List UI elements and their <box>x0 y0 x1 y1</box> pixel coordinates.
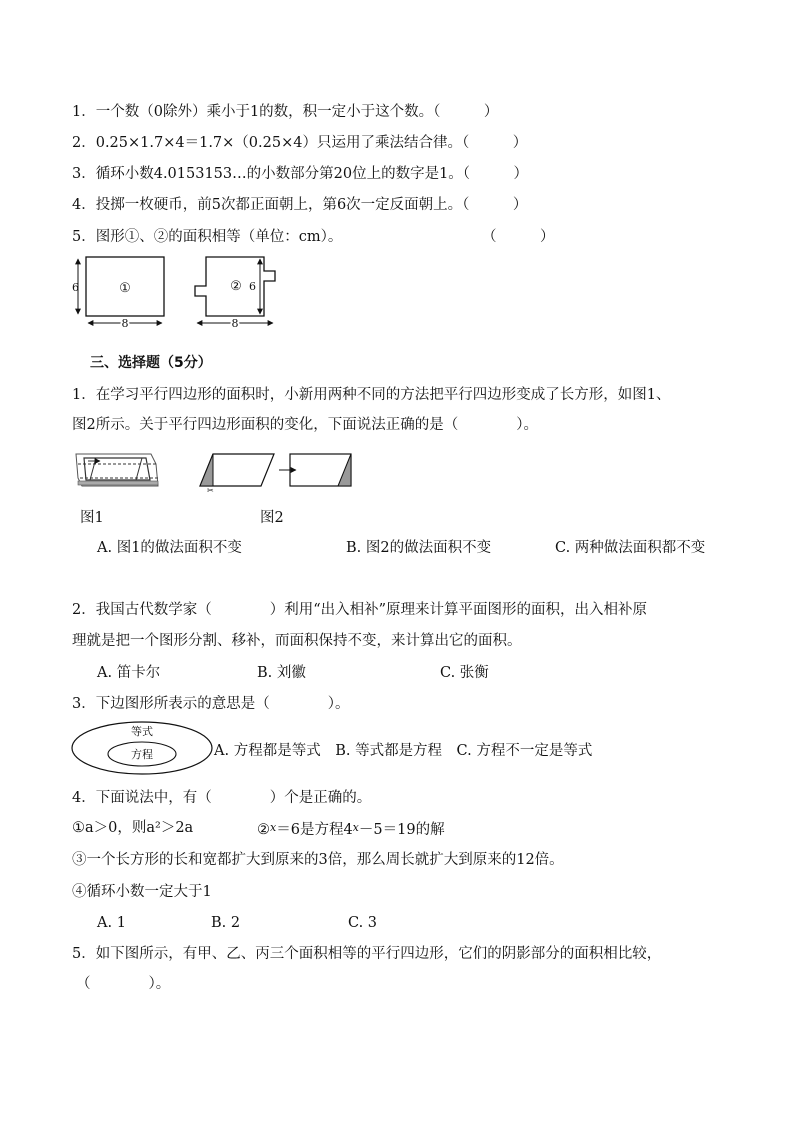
choice-q5-line1: 5．如下图所示，有甲、乙、丙三个面积相等的平行四边形，它们的阴影部分的面积相比较， <box>72 946 662 962</box>
choice-q1-fig1-caption: 图1 <box>80 510 104 526</box>
choice-q1-option-c[interactable]: C. 两种做法面积都不变 <box>555 540 706 556</box>
judgment-question-5-answer-blank[interactable]: （ ） <box>482 229 555 245</box>
choice-q4-statement-4: ④循环小数一定大于1 <box>72 884 212 900</box>
choice-q2-line1: 2．我国古代数学家（ ）利用“出入相补”原理来计算平面图形的面积，出入相补原 <box>72 602 648 618</box>
outer-ellipse-label: 等式 <box>131 725 153 738</box>
judgment-question-1: 1．一个数（0除外）乘小于1的数，积一定小于这个数。（ ） <box>72 104 499 120</box>
statement-2-marker: ② <box>257 822 270 838</box>
shape-2-width-label: 8 <box>231 317 239 330</box>
choice-q2-option-a[interactable]: A. 笛卡尔 <box>97 665 161 681</box>
choice-q1-line2: 图2所示。关于平行四边形面积的变化，下面说法正确的是（ ）。 <box>72 417 538 433</box>
choice-q4-option-a[interactable]: A. 1 <box>97 915 126 931</box>
choice-q2-option-c[interactable]: C. 张衡 <box>440 665 489 681</box>
choice-q4-statement-1: ①a＞0，则a²＞2a <box>72 820 194 836</box>
parallelogram-figures <box>76 450 366 495</box>
statement-2-end: －5＝19的解 <box>358 822 445 838</box>
area-comparison-figure <box>70 253 370 333</box>
choice-q4-statement-3: ③一个长方形的长和宽都扩大到原来的3倍，那么周长就扩大到原来的12倍。 <box>72 852 564 868</box>
shape-1-width-label: 8 <box>121 317 129 330</box>
inner-ellipse-label: 方程 <box>131 748 153 761</box>
statement-2-mid: ＝6是方程4 <box>276 822 353 838</box>
variable-x: x <box>270 821 277 834</box>
choice-q2-line2: 理就是把一个图形分割、移补，而面积保持不变，来计算出它的面积。 <box>72 633 522 649</box>
choice-q3-options[interactable]: A. 方程都是等式 B. 等式都是方程 C. 方程不一定是等式 <box>214 743 593 759</box>
choice-q4-statement-2 <box>257 818 445 840</box>
shape-1-label: ① <box>119 281 131 296</box>
choice-q4-line1: 4．下面说法中，有（ ）个是正确的。 <box>72 790 372 806</box>
choice-q1-option-a[interactable]: A. 图1的做法面积不变 <box>97 540 242 556</box>
judgment-question-3: 3．循环小数4.0153153…的小数部分第20位上的数字是1。（ ） <box>72 166 529 182</box>
choice-q2-option-b[interactable]: B. 刘徽 <box>257 665 306 681</box>
figure-1-drawing <box>76 454 158 486</box>
svg-text:✂: ✂ <box>207 486 214 495</box>
judgment-question-4: 4．投掷一枚硬币，前5次都正面朝上，第6次一定反面朝上。（ ） <box>72 197 528 213</box>
figure-2-drawing <box>200 454 351 495</box>
choice-q5-line2[interactable]: （ ）。 <box>76 976 171 992</box>
equation-venn-diagram <box>70 720 218 776</box>
choice-q1-option-b[interactable]: B. 图2的做法面积不变 <box>346 540 492 556</box>
shape-2-label: ② <box>230 279 242 294</box>
judgment-question-2: 2．0.25×1.7×4＝1.7×（0.25×4）只运用了乘法结合律。（ ） <box>72 135 528 151</box>
section-title-choice: 三、选择题（5分） <box>90 355 212 371</box>
choice-q1-fig2-caption: 图2 <box>260 510 284 526</box>
shape-1-height-label: 6 <box>72 281 79 294</box>
choice-q1-line1: 1．在学习平行四边形的面积时，小新用两种不同的方法把平行四边形变成了长方形，如图1、 <box>72 387 671 403</box>
judgment-question-5: 5．图形①、②的面积相等（单位：cm）。 <box>72 229 343 245</box>
choice-q3-line1: 3．下边图形所表示的意思是（ ）。 <box>72 696 350 712</box>
variable-x: x <box>352 821 359 834</box>
shape-2-height-label: 6 <box>249 280 256 293</box>
choice-q4-option-b[interactable]: B. 2 <box>211 915 241 931</box>
choice-q4-option-c[interactable]: C. 3 <box>348 915 378 931</box>
